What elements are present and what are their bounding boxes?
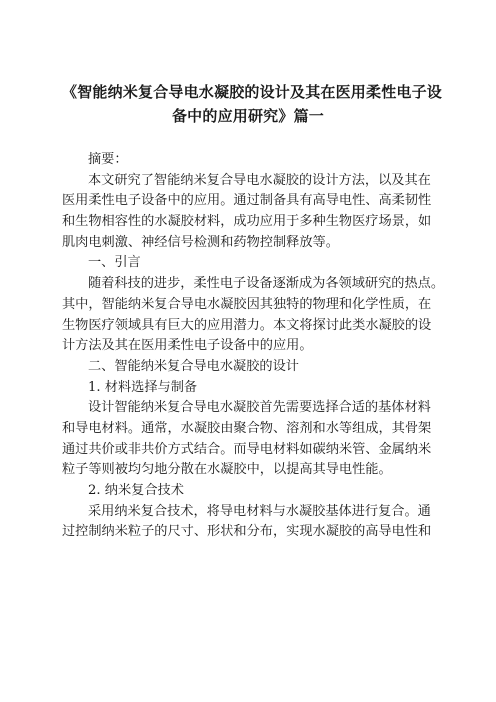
body-line: 一、引言 xyxy=(88,255,141,271)
body-line: 随着科技的进步，柔性电子设备逐渐成为各领域研究的热点。 xyxy=(88,276,445,292)
body-line: 生物医疗领域具有巨大的应用潜力。本文将探讨此类水凝胶的设 xyxy=(62,317,432,333)
document-title xyxy=(62,80,443,128)
body-line: 本文研究了智能纳米复合导电水凝胶的设计方法，以及其在 xyxy=(88,172,431,188)
body-line: 医用柔性电子设备中的应用。通过制备具有高导电性、高柔韧性 xyxy=(62,193,432,209)
body-line: 肌肉电刺激、神经信号检测和药物控制释放等。 xyxy=(62,234,339,250)
body-line: 和生物相容性的水凝胶材料，成功应用于多种生物医疗场景，如 xyxy=(62,214,432,230)
body-line: 摘要： xyxy=(88,152,128,167)
body-line: 通过共价或非共价方式结合。而导电材料如碳纳米管、金属纳米 xyxy=(62,441,432,457)
body-line: 设计智能纳米复合导电水凝胶首先需要选择合适的基体材料 xyxy=(88,400,431,416)
body-line: 1. 材料选择与制备 xyxy=(88,379,198,395)
body-line: 粒子等则被均匀地分散在水凝胶中，以提高其导电性能。 xyxy=(62,462,392,478)
body-line: 计方法及其在医用柔性电子设备中的应用。 xyxy=(62,338,313,354)
document-body xyxy=(62,150,446,543)
title-line-2: 备中的应用研究》篇一 xyxy=(171,107,324,125)
body-line: 其中，智能纳米复合导电水凝胶因其独特的物理和化学性质，在 xyxy=(62,296,432,312)
body-line: 2. 纳米复合技术 xyxy=(88,483,184,498)
body-line: 和导电材料。通常，水凝胶由聚合物、溶剂和水等组成，其骨架 xyxy=(62,420,432,436)
body-line: 采用纳米复合技术，将导电材料与水凝胶基体进行复合。通 xyxy=(88,503,431,519)
body-line: 过控制纳米粒子的尺寸、形状和分布，实现水凝胶的高导电性和 xyxy=(62,524,432,540)
body-line: 二、智能纳米复合导电水凝胶的设计 xyxy=(88,358,299,374)
title-line-1: 《智能纳米复合导电水凝胶的设计及其在医用柔性电子设 xyxy=(62,83,443,101)
